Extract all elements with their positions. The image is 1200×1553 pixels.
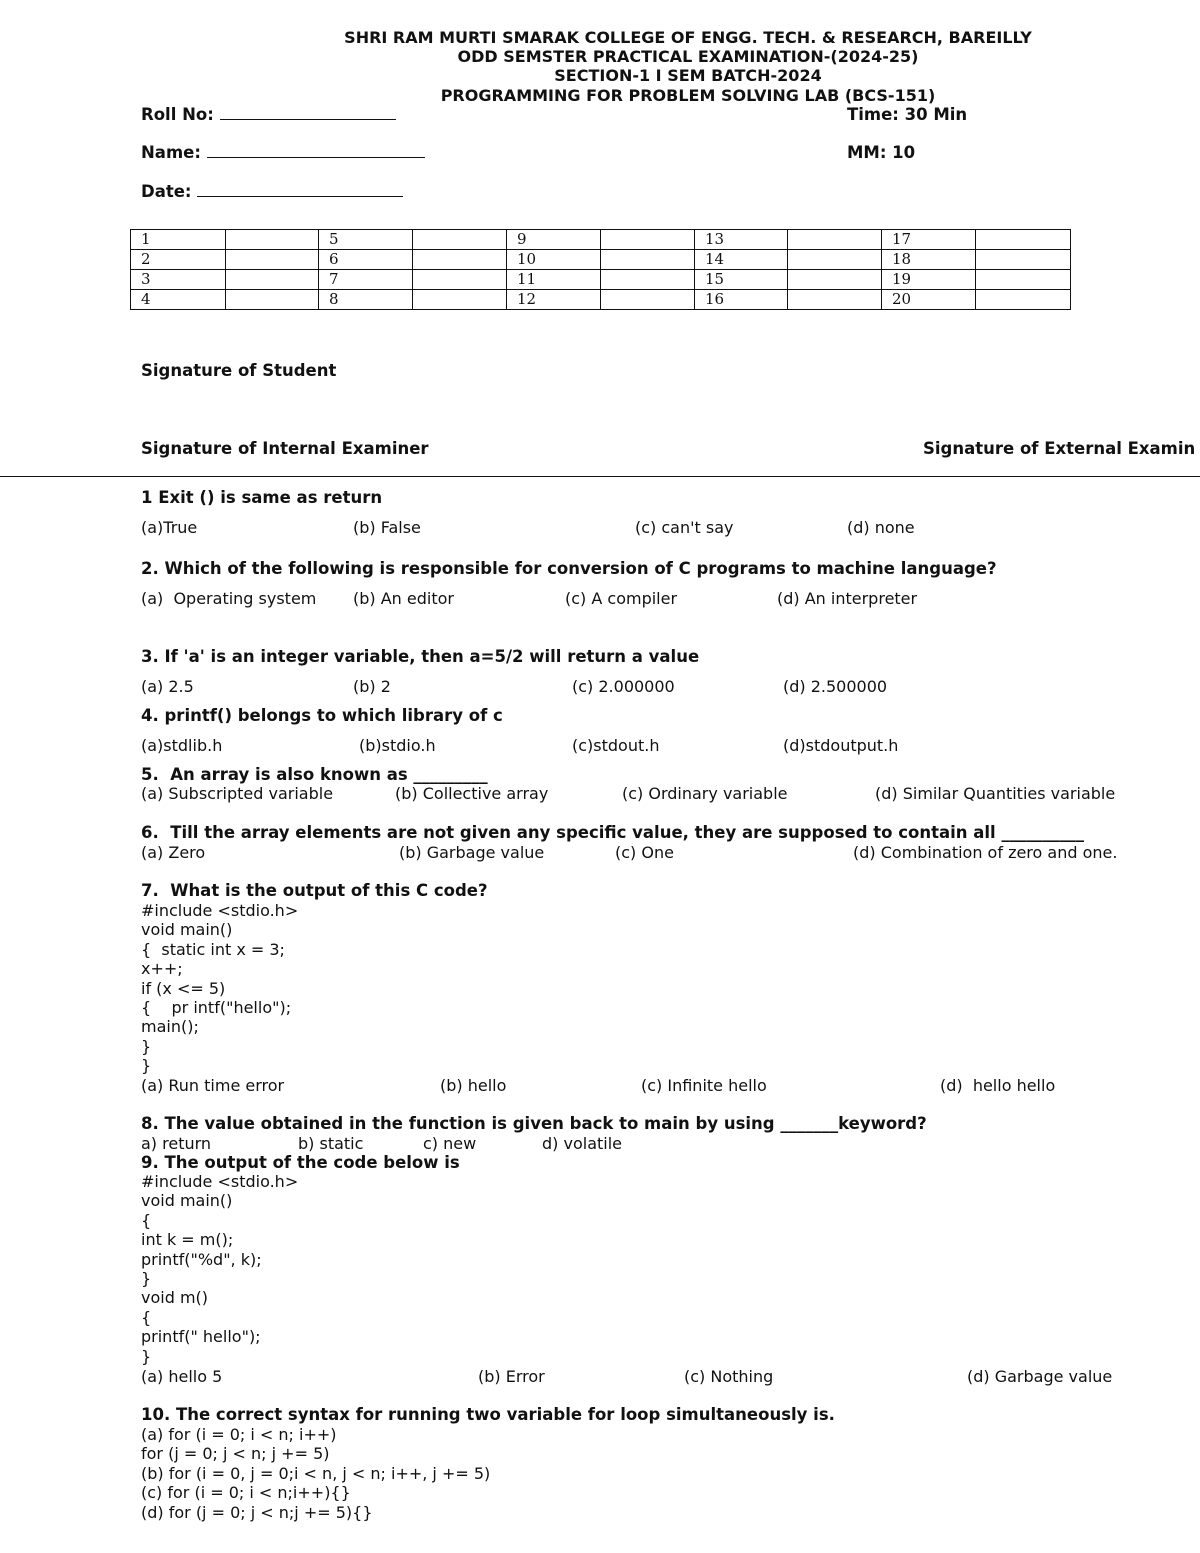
question-number: 5: [319, 230, 413, 250]
q4-option-a: (a)stdlib.h: [141, 736, 223, 755]
q2-option-a: (a) Operating system: [141, 589, 317, 608]
question-number: 16: [695, 290, 788, 310]
code-line: (b) for (i = 0, j = 0;i < n, j < n; i++, j += 5): [141, 1463, 491, 1483]
student-signature-label: Signature of Student: [141, 361, 337, 380]
code-line: #include <stdio.h>: [141, 901, 299, 920]
q7-option-b: (b) hello: [440, 1076, 507, 1095]
exam-title: ODD SEMSTER PRACTICAL EXAMINATION-(2024-25): [457, 47, 919, 66]
question-number: 13: [695, 230, 788, 250]
q3-option-b: (b) 2: [353, 677, 391, 696]
q4-option-d: (d)stdoutput.h: [783, 736, 899, 755]
q6-option-d: (d) Combination of zero and one.: [853, 843, 1118, 862]
question-number: 2: [131, 250, 226, 270]
q8-option-d: d) volatile: [542, 1134, 622, 1153]
question-number: 8: [319, 290, 413, 310]
subject-title: PROGRAMMING FOR PROBLEM SOLVING LAB (BCS-151): [440, 86, 936, 105]
code-line: x++;: [141, 959, 183, 979]
section-title: SECTION-1 I SEM BATCH-2024: [554, 66, 822, 85]
question-number: 14: [695, 250, 788, 270]
date-field[interactable]: [197, 182, 403, 197]
internal-examiner-signature-label: Signature of Internal Examiner: [141, 439, 429, 458]
marks-label: MM: 10: [847, 143, 916, 162]
answer-cell[interactable]: [413, 290, 507, 310]
question-number: 1: [131, 230, 226, 250]
date-row: [141, 182, 403, 201]
question-6-text: 6. Till the array elements are not given any specific value, they are supposed to contain all __________: [141, 823, 1084, 842]
q9-option-b: (b) Error: [478, 1367, 545, 1386]
code-line: void m(): [141, 1288, 209, 1308]
college-name: SHRI RAM MURTI SMARAK COLLEGE OF ENGG. TECH. & RESEARCH, BAREILLY: [344, 28, 1032, 47]
q9-option-c: (c) Nothing: [684, 1367, 774, 1386]
q7-code-block: [141, 901, 298, 1076]
code-line: if (x <= 5): [141, 978, 226, 998]
question-number: 17: [882, 230, 976, 250]
q4-option-c: (c)stdout.h: [572, 736, 660, 755]
answer-cell[interactable]: [601, 250, 695, 270]
answer-cell[interactable]: [413, 250, 507, 270]
question-5-text: 5. An array is also known as _________: [141, 765, 488, 784]
code-line: printf("%d", k);: [141, 1249, 262, 1269]
code-line: (c) for (i = 0; i < n;i++){}: [141, 1483, 351, 1503]
time-label: Time: 30 Min: [847, 105, 968, 124]
question-8-text: 8. The value obtained in the function is given back to main by using _______keyword?: [141, 1114, 927, 1133]
q3-option-c: (c) 2.000000: [572, 677, 675, 696]
name-label: Name:: [141, 143, 201, 162]
question-number: 6: [319, 250, 413, 270]
q1-option-c: (c) can't say: [635, 518, 734, 537]
answer-cell[interactable]: [788, 290, 882, 310]
answer-cell[interactable]: [601, 230, 695, 250]
q2-option-b: (b) An editor: [353, 589, 454, 608]
answer-cell[interactable]: [788, 270, 882, 290]
answer-cell[interactable]: [226, 290, 319, 310]
question-4-text: 4. printf() belongs to which library of c: [141, 706, 503, 725]
question-number: 11: [507, 270, 601, 290]
question-7-text: 7. What is the output of this C code?: [141, 881, 488, 900]
answer-cell[interactable]: [226, 250, 319, 270]
roll-no-label: Roll No:: [141, 105, 214, 124]
question-number: 3: [131, 270, 226, 290]
answer-cell[interactable]: [601, 270, 695, 290]
q9-code-block: [141, 1172, 298, 1366]
code-line: (a) for (i = 0; i < n; i++): [141, 1425, 337, 1444]
q7-option-c: (c) Infinite hello: [641, 1076, 767, 1095]
code-line: {: [141, 1307, 152, 1327]
q1-option-b: (b) False: [353, 518, 421, 537]
q6-option-a: (a) Zero: [141, 843, 206, 862]
q9-option-d: (d) Garbage value: [967, 1367, 1113, 1386]
code-line: void main(): [141, 920, 233, 940]
q3-option-a: (a) 2.5: [141, 677, 194, 696]
q8-option-a: a) return: [141, 1134, 212, 1153]
q10-options-block: [141, 1425, 490, 1522]
question-number: 9: [507, 230, 601, 250]
q5-option-c: (c) Ordinary variable: [622, 784, 788, 803]
code-line: for (j = 0; j < n; j += 5): [141, 1444, 330, 1464]
answer-cell[interactable]: [413, 230, 507, 250]
answer-cell[interactable]: [601, 290, 695, 310]
q2-option-c: (c) A compiler: [565, 589, 678, 608]
q1-option-a: (a)True: [141, 518, 198, 537]
answer-cell[interactable]: [976, 270, 1071, 290]
external-examiner-signature-label: Signature of External Examin: [923, 439, 1196, 458]
answer-cell[interactable]: [976, 290, 1071, 310]
q5-option-d: (d) Similar Quantities variable: [875, 784, 1116, 803]
q9-option-a: (a) hello 5: [141, 1367, 223, 1386]
answer-cell[interactable]: [788, 250, 882, 270]
question-2-text: 2. Which of the following is responsible for conversion of C programs to machine language?: [141, 559, 997, 578]
answer-cell[interactable]: [413, 270, 507, 290]
q3-option-d: (d) 2.500000: [783, 677, 888, 696]
answer-row: [131, 250, 1071, 270]
q4-option-b: (b)stdio.h: [359, 736, 436, 755]
question-number: 12: [507, 290, 601, 310]
q6-option-c: (c) One: [615, 843, 674, 862]
code-line: }: [141, 1269, 152, 1289]
question-number: 18: [882, 250, 976, 270]
name-field[interactable]: [207, 143, 425, 158]
code-line: }: [141, 1056, 152, 1076]
code-line: #include <stdio.h>: [141, 1172, 299, 1191]
code-line: main();: [141, 1017, 199, 1037]
question-3-text: 3. If 'a' is an integer variable, then a=5/2 will return a value: [141, 647, 700, 666]
q2-option-d: (d) An interpreter: [777, 589, 918, 608]
question-number: 10: [507, 250, 601, 270]
question-number: 20: [882, 290, 976, 310]
roll-no-field[interactable]: [220, 105, 396, 120]
q7-option-d: (d) hello hello: [940, 1076, 1056, 1095]
code-line: }: [141, 1346, 152, 1366]
q7-option-a: (a) Run time error: [141, 1076, 285, 1095]
code-line: { static int x = 3;: [141, 939, 285, 959]
question-number: 7: [319, 270, 413, 290]
date-label: Date:: [141, 182, 192, 201]
question-10-text: 10. The correct syntax for running two variable for loop simultaneously is.: [141, 1405, 835, 1424]
answer-row: [131, 290, 1071, 310]
answer-row: [131, 270, 1071, 290]
question-9-text: 9. The output of the code below is: [141, 1153, 460, 1172]
code-line: printf(" hello");: [141, 1327, 261, 1347]
q8-option-c: c) new: [423, 1134, 477, 1153]
answer-cell[interactable]: [226, 270, 319, 290]
answer-cell[interactable]: [788, 230, 882, 250]
code-line: {: [141, 1210, 152, 1230]
code-line: }: [141, 1036, 152, 1056]
code-line: int k = m();: [141, 1230, 234, 1250]
divider: [0, 476, 1200, 477]
code-line: (d) for (j = 0; j < n;j += 5){}: [141, 1502, 373, 1522]
answer-cell[interactable]: [976, 230, 1071, 250]
question-number: 4: [131, 290, 226, 310]
question-number: 15: [695, 270, 788, 290]
q5-option-a: (a) Subscripted variable: [141, 784, 334, 803]
question-1-text: 1 Exit () is same as return: [141, 488, 383, 507]
question-number: 19: [882, 270, 976, 290]
name-row: [141, 143, 425, 162]
q5-option-b: (b) Collective array: [395, 784, 549, 803]
answer-grid: [130, 229, 1071, 310]
answer-cell[interactable]: [226, 230, 319, 250]
code-line: void main(): [141, 1191, 233, 1211]
answer-row: [131, 230, 1071, 250]
q1-option-d: (d) none: [847, 518, 915, 537]
q8-option-b: b) static: [298, 1134, 364, 1153]
code-line: { pr intf("hello");: [141, 998, 292, 1018]
q6-option-b: (b) Garbage value: [399, 843, 545, 862]
roll-no-row: [141, 105, 396, 124]
answer-cell[interactable]: [976, 250, 1071, 270]
